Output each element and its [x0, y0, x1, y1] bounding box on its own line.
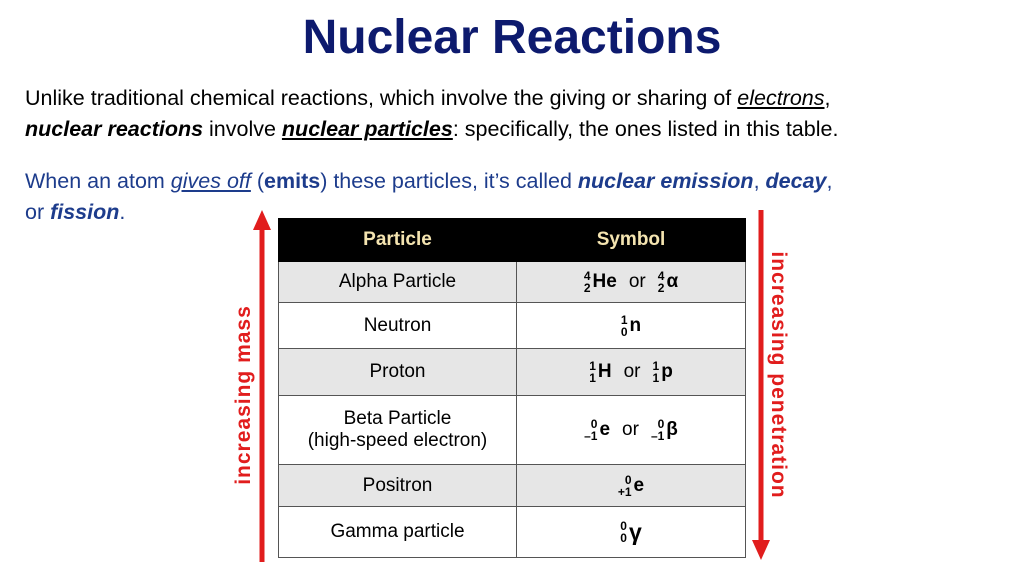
or-word: or	[628, 271, 646, 293]
nuclear-emission-term: nuclear emission	[577, 169, 754, 193]
header-symbol: Symbol	[517, 219, 746, 262]
nuclide-numbers	[584, 270, 591, 294]
particle-name: Alpha Particle	[279, 262, 517, 303]
element-symbol: He	[592, 271, 617, 292]
mass-number: 1	[589, 359, 596, 373]
mass-number: 1	[652, 359, 660, 373]
table-row	[279, 262, 746, 303]
nuclide-numbers	[620, 520, 627, 544]
increasing-mass-label: increasing mass	[232, 305, 255, 485]
or-word: or	[623, 361, 641, 383]
mass-number: 0	[590, 417, 598, 431]
particle-name: Positron	[279, 465, 517, 507]
intro-paragraph	[25, 83, 1015, 145]
electrons-term: electrons	[737, 86, 825, 110]
charge-number: 1	[652, 371, 660, 385]
mass-number: 1	[620, 312, 628, 327]
table-header-row	[279, 219, 746, 262]
gives-off-term: gives off	[170, 169, 251, 193]
charge-number: 0	[620, 531, 627, 545]
table-row	[279, 465, 746, 507]
particle-name	[279, 396, 517, 465]
emission-period: .	[119, 200, 126, 224]
nuclide-numbers	[589, 360, 596, 384]
particle-symbol	[517, 396, 746, 465]
nuclide-symbol	[620, 519, 641, 546]
mass-number: 0	[620, 519, 627, 533]
particle-name: Proton	[279, 349, 517, 396]
nuclide-symbol	[584, 418, 610, 442]
nuclide-numbers	[658, 270, 665, 294]
nuclide-numbers	[621, 314, 628, 338]
charge-number: 0	[620, 324, 628, 339]
nuclear-reactions-term: nuclear reactions	[25, 117, 204, 141]
element-symbol: H	[597, 361, 612, 382]
charge-number: +1	[617, 484, 632, 499]
decay-term: decay	[765, 169, 827, 193]
table-row	[279, 303, 746, 349]
particle-symbol	[517, 507, 746, 558]
nuclide-symbol	[653, 360, 673, 384]
nuclide-numbers	[584, 418, 597, 442]
table-row	[279, 507, 746, 558]
nuclide-numbers	[618, 474, 632, 498]
nuclear-particles-term: nuclear particles	[281, 117, 453, 141]
particle-symbol	[517, 465, 746, 507]
nuclide-symbol	[658, 270, 678, 294]
emission-text-1: When an atom	[25, 169, 171, 193]
nuclide-numbers	[651, 418, 664, 442]
intro-text-3: involve	[203, 117, 282, 141]
element-symbol: β	[666, 419, 678, 440]
element-symbol: e	[633, 474, 645, 496]
particle-symbol	[517, 349, 746, 396]
particle-symbol	[517, 303, 746, 349]
charge-number: 1	[589, 371, 596, 385]
particle-table	[278, 218, 746, 558]
element-symbol: n	[629, 314, 642, 336]
intro-text-2: ,	[824, 86, 831, 110]
charge-number: 2	[657, 281, 665, 295]
particle-symbol	[517, 262, 746, 303]
mass-number: 0	[624, 472, 632, 487]
nuclide-numbers	[653, 360, 660, 384]
mass-number: 4	[583, 269, 591, 283]
element-symbol: e	[599, 419, 611, 440]
charge-number: –1	[584, 429, 598, 443]
fission-term: fission	[50, 200, 120, 224]
element-symbol: p	[661, 361, 673, 382]
header-particle: Particle	[279, 219, 517, 262]
particle-name: Neutron	[279, 303, 517, 349]
element-symbol: γ	[628, 518, 642, 545]
page-title: Nuclear Reactions	[302, 11, 722, 64]
table-row	[279, 349, 746, 396]
particle-name: Gamma particle	[279, 507, 517, 558]
mass-number: 0	[657, 417, 665, 431]
particle-name-line-2: (high-speed electron)	[307, 430, 488, 451]
intro-text-1: Unlike traditional chemical reactions, which involve the giving or sharing of	[25, 86, 738, 110]
emission-text-2: (	[250, 169, 265, 193]
charge-number: –1	[650, 429, 665, 443]
or-word: or	[622, 419, 639, 441]
increasing-penetration-label: increasing penetration	[767, 251, 790, 499]
emission-or: or	[25, 200, 51, 224]
emission-comma-2: ,	[826, 169, 833, 193]
particle-name-line-1: Beta Particle	[343, 408, 452, 429]
nuclide-symbol	[651, 418, 678, 442]
table-row	[279, 396, 746, 465]
nuclide-symbol	[584, 270, 617, 294]
intro-text-4: : specifically, the ones listed in this table.	[452, 117, 839, 141]
nuclide-symbol	[621, 314, 641, 338]
nuclide-symbol	[618, 474, 644, 498]
element-symbol: α	[666, 271, 679, 292]
mass-number: 4	[657, 269, 665, 283]
nuclide-symbol	[589, 360, 611, 384]
emission-text-3: ) these particles, it’s called	[320, 169, 578, 193]
emission-comma-1: ,	[753, 169, 766, 193]
emits-term: emits	[264, 169, 321, 193]
charge-number: 2	[583, 281, 591, 295]
